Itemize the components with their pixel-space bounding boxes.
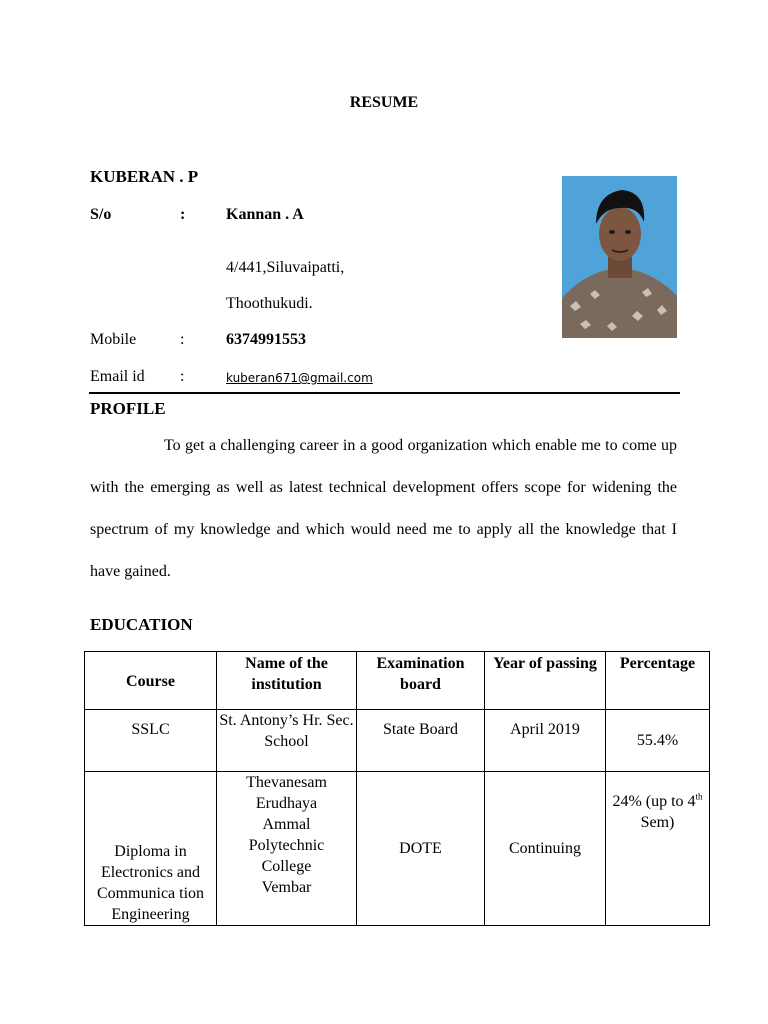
institution-place: Vembar	[261, 879, 312, 896]
address-line-2-row	[90, 294, 390, 314]
mobile-label: Mobile	[90, 331, 137, 348]
institution-line-2: School	[264, 733, 309, 750]
profile-paragraph	[90, 425, 677, 593]
percentage-value: 24% (up to 4	[612, 793, 696, 810]
cell-institution	[217, 772, 357, 926]
mobile-value: 6374991553	[226, 331, 306, 348]
address-line-2: Thoothukudi.	[226, 295, 313, 312]
cell-course: Diploma in Electronics and Communica tion Engineering	[85, 772, 217, 926]
address-line-1-row	[90, 258, 390, 278]
so-label: S/o	[90, 206, 112, 223]
so-colon: :	[180, 206, 186, 223]
mobile-colon: :	[180, 331, 185, 348]
cell-board: State Board	[357, 710, 485, 772]
cell-percentage	[606, 772, 710, 926]
table-row	[85, 772, 710, 926]
cell-course: SSLC	[85, 710, 217, 772]
cell-board: DOTE	[357, 772, 485, 926]
header-course: Course	[85, 652, 217, 710]
cell-year: April 2019	[485, 710, 606, 772]
percentage-suffix: Sem)	[640, 814, 675, 831]
email-colon: :	[180, 368, 185, 385]
so-value: Kannan . A	[226, 206, 304, 223]
header-year: Year of passing	[485, 652, 606, 710]
percentage-ordinal: th	[695, 791, 703, 802]
header-board: Examination board	[357, 652, 485, 710]
candidate-name: KUBERAN . P	[90, 167, 199, 186]
section-divider	[89, 392, 680, 394]
profile-heading: PROFILE	[90, 399, 166, 418]
email-label: Email id	[90, 368, 145, 385]
cell-year: Continuing	[485, 772, 606, 926]
education-table	[84, 651, 710, 926]
header-institution: Name of the institution	[217, 652, 357, 710]
email-link[interactable]: kuberan671@gmail.com	[226, 371, 373, 385]
profile-text: To get a challenging career in a good organization which enable me to come up with the emerging as well as latest technical development offers scope for widening the spectrum of my knowledge and which would need me to apply all the knowledge that I have gained.	[90, 437, 677, 580]
mobile-row	[90, 330, 390, 350]
email-row	[90, 367, 490, 387]
profile-photo-illustration	[562, 176, 677, 338]
education-heading: EDUCATION	[90, 615, 193, 634]
header-percentage: Percentage	[606, 652, 710, 710]
institution-line-1: St. Antony’s Hr. Sec.	[219, 712, 354, 729]
cell-institution	[217, 710, 357, 772]
page-title: RESUME	[349, 94, 419, 111]
table-header-row	[85, 652, 710, 710]
institution-name: Thevanesam Erudhaya Ammal Polytechnic College	[246, 774, 327, 875]
table-row	[85, 710, 710, 772]
parent-row	[90, 205, 390, 225]
profile-photo	[562, 176, 677, 338]
cell-percentage: 55.4%	[606, 710, 710, 772]
address-line-1: 4/441,Siluvaipatti,	[226, 259, 345, 276]
